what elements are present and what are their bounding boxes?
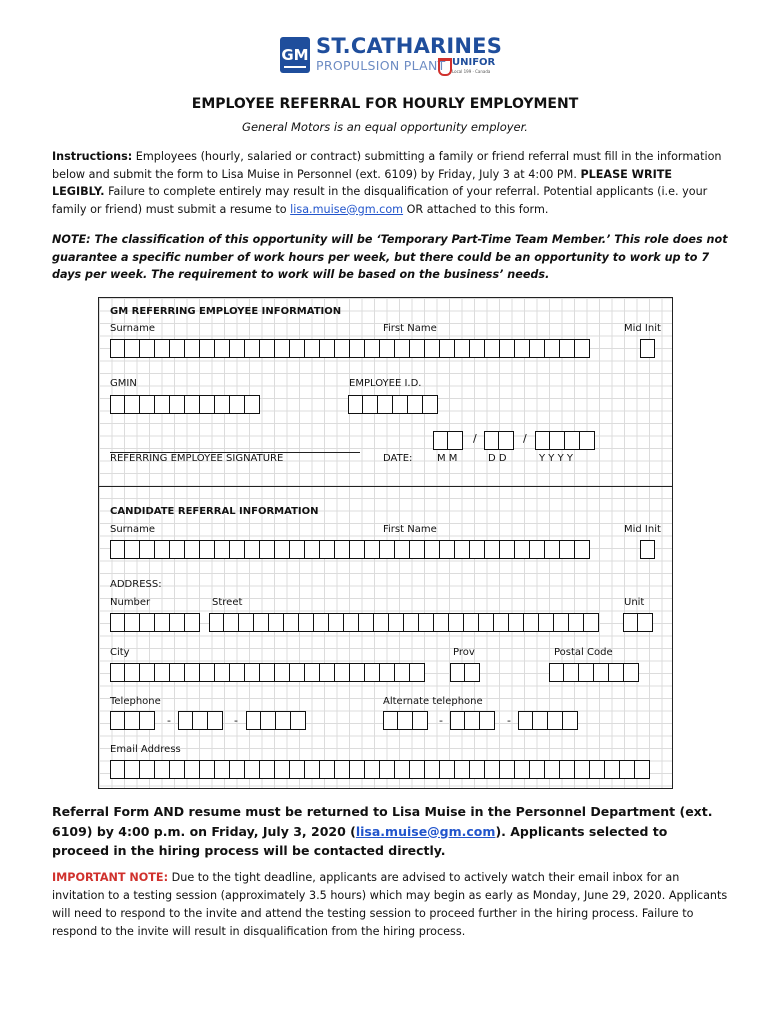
footer-email-link[interactable]: lisa.muise@gm.com	[355, 823, 496, 839]
char-box[interactable]	[533, 711, 548, 730]
char-box[interactable]	[494, 613, 509, 632]
unit-label: Unit	[624, 597, 645, 608]
char-box[interactable]	[450, 711, 465, 730]
char-box[interactable]	[359, 613, 374, 632]
char-box[interactable]	[260, 540, 275, 559]
char-box[interactable]	[433, 431, 448, 450]
char-box[interactable]	[155, 540, 170, 559]
employee-id-boxes[interactable]	[348, 395, 438, 414]
char-box[interactable]	[170, 613, 185, 632]
street-boxes[interactable]	[209, 613, 599, 632]
char-box[interactable]	[410, 663, 425, 682]
char-box[interactable]	[185, 613, 200, 632]
char-box[interactable]	[569, 613, 584, 632]
postal-code-label: Postal Code	[554, 647, 613, 658]
char-box[interactable]	[623, 613, 638, 632]
char-box[interactable]	[380, 339, 395, 358]
postal-code-boxes[interactable]	[549, 663, 639, 682]
char-box[interactable]	[378, 395, 393, 414]
char-box[interactable]	[594, 663, 609, 682]
candidate-section-heading: CANDIDATE REFERRAL INFORMATION	[110, 506, 319, 517]
telephone-label: Telephone	[110, 696, 161, 707]
char-box[interactable]	[395, 760, 410, 779]
char-box[interactable]	[185, 760, 200, 779]
char-box[interactable]	[575, 540, 590, 559]
char-box[interactable]	[344, 613, 359, 632]
char-box[interactable]	[440, 540, 455, 559]
char-box[interactable]	[348, 395, 363, 414]
email-address-label: Email Address	[110, 744, 181, 755]
char-box[interactable]	[170, 663, 185, 682]
prov-boxes[interactable]	[450, 663, 480, 682]
char-box[interactable]	[350, 760, 365, 779]
char-box[interactable]	[215, 540, 230, 559]
date-month-boxes[interactable]	[433, 431, 463, 450]
char-box[interactable]	[335, 339, 350, 358]
char-box[interactable]	[535, 431, 550, 450]
alt-telephone-label: Alternate telephone	[383, 696, 483, 707]
gm-logo: GM	[280, 37, 310, 73]
char-box[interactable]	[413, 711, 428, 730]
char-box[interactable]	[170, 395, 185, 414]
char-box[interactable]	[554, 613, 569, 632]
char-box[interactable]	[545, 339, 560, 358]
char-box[interactable]	[485, 760, 500, 779]
char-box[interactable]	[245, 760, 260, 779]
char-box[interactable]	[383, 711, 398, 730]
char-box[interactable]	[395, 663, 410, 682]
char-box[interactable]	[455, 540, 470, 559]
char-box[interactable]	[609, 663, 624, 682]
char-box[interactable]	[425, 339, 440, 358]
char-box[interactable]	[230, 339, 245, 358]
important-note	[52, 869, 728, 941]
char-box[interactable]	[320, 540, 335, 559]
char-box[interactable]	[638, 613, 653, 632]
important-text: Due to the tight deadline, applicants are advised to actively watch their email inbox for an invitation to a testing session (approximately 3.5 hours) which may begin as early as Monday, June 29, 2020. Applicants will need to respond to the invite and attend the testing session to proceed further in the hiring process. Failure to respond to the invite will result in disqualification from the hiring process.	[52, 871, 728, 938]
char-box[interactable]	[480, 711, 495, 730]
char-box[interactable]	[239, 613, 254, 632]
date-slash-1: /	[473, 432, 477, 445]
char-box[interactable]	[640, 339, 655, 358]
char-box[interactable]	[470, 339, 485, 358]
char-box[interactable]	[500, 540, 515, 559]
employee-id-label: EMPLOYEE I.D.	[349, 378, 422, 389]
char-box[interactable]	[464, 613, 479, 632]
char-box[interactable]	[425, 760, 440, 779]
gmin-boxes[interactable]	[110, 395, 260, 414]
char-box[interactable]	[584, 613, 599, 632]
char-box[interactable]	[423, 395, 438, 414]
char-box[interactable]	[260, 339, 275, 358]
char-box[interactable]	[254, 613, 269, 632]
date-yyyy-hint: Y Y Y Y	[539, 453, 573, 464]
char-box[interactable]	[245, 663, 260, 682]
write-legibly: PLEASE WRITE LEGIBLY.	[52, 167, 673, 198]
char-box[interactable]	[635, 760, 650, 779]
candidate-mid-init-label: Mid Init	[624, 524, 661, 535]
char-box[interactable]	[125, 711, 140, 730]
char-box[interactable]	[314, 613, 329, 632]
char-box[interactable]	[470, 760, 485, 779]
char-box[interactable]	[365, 760, 380, 779]
char-box[interactable]	[140, 395, 155, 414]
char-box[interactable]	[125, 395, 140, 414]
char-box[interactable]	[290, 339, 305, 358]
char-box[interactable]	[305, 339, 320, 358]
char-box[interactable]	[515, 540, 530, 559]
char-box[interactable]	[200, 395, 215, 414]
char-box[interactable]	[140, 711, 155, 730]
char-box[interactable]	[448, 431, 463, 450]
char-box[interactable]	[125, 339, 140, 358]
telephone-line-boxes[interactable]	[246, 711, 306, 730]
char-box[interactable]	[395, 339, 410, 358]
char-box[interactable]	[389, 613, 404, 632]
char-box[interactable]	[484, 431, 499, 450]
char-box[interactable]	[410, 339, 425, 358]
char-box[interactable]	[224, 613, 239, 632]
char-box[interactable]	[215, 395, 230, 414]
char-box[interactable]	[518, 711, 533, 730]
char-box[interactable]	[539, 613, 554, 632]
char-box[interactable]	[408, 395, 423, 414]
char-box[interactable]	[575, 760, 590, 779]
char-box[interactable]	[329, 613, 344, 632]
char-box[interactable]	[193, 711, 208, 730]
char-box[interactable]	[125, 760, 140, 779]
telephone-dash-1: -	[167, 714, 171, 727]
char-box[interactable]	[200, 339, 215, 358]
char-box[interactable]	[299, 613, 314, 632]
char-box[interactable]	[320, 760, 335, 779]
email-link[interactable]: lisa.muise@gm.com	[290, 202, 404, 216]
char-box[interactable]	[380, 760, 395, 779]
char-box[interactable]	[560, 760, 575, 779]
employee-name-boxes[interactable]	[110, 339, 590, 358]
char-box[interactable]	[499, 431, 514, 450]
date-day-boxes[interactable]	[484, 431, 514, 450]
char-box[interactable]	[563, 711, 578, 730]
char-box[interactable]	[208, 711, 223, 730]
telephone-dash-2: -	[234, 714, 238, 727]
char-box[interactable]	[605, 760, 620, 779]
char-box[interactable]	[245, 339, 260, 358]
gmin-label: GMIN	[110, 378, 137, 389]
char-box[interactable]	[125, 540, 140, 559]
address-label: ADDRESS:	[110, 579, 162, 590]
char-box[interactable]	[155, 613, 170, 632]
char-box[interactable]	[140, 339, 155, 358]
street-label: Street	[212, 597, 243, 608]
char-box[interactable]	[320, 339, 335, 358]
char-box[interactable]	[560, 339, 575, 358]
instructions-text-1: Employees (hourly, salaried or contract) submitting a family or friend referral must fill in the information below and submit the form to Lisa Muise in Personnel (ext. 6109) by Friday, July 3 at 4:00 PM.	[52, 150, 722, 181]
char-box[interactable]	[245, 395, 260, 414]
char-box[interactable]	[110, 760, 125, 779]
char-box[interactable]	[170, 540, 185, 559]
char-box[interactable]	[260, 663, 275, 682]
char-box[interactable]	[624, 663, 639, 682]
char-box[interactable]	[395, 540, 410, 559]
char-box[interactable]	[275, 760, 290, 779]
char-box[interactable]	[530, 760, 545, 779]
plant-subtitle: PROPULSION PLANT	[316, 58, 446, 73]
char-box[interactable]	[374, 613, 389, 632]
char-box[interactable]	[515, 760, 530, 779]
char-box[interactable]	[200, 663, 215, 682]
char-box[interactable]	[260, 760, 275, 779]
char-box[interactable]	[434, 613, 449, 632]
char-box[interactable]	[509, 613, 524, 632]
address-number-boxes[interactable]	[110, 613, 200, 632]
char-box[interactable]	[479, 613, 494, 632]
char-box[interactable]	[230, 663, 245, 682]
char-box[interactable]	[560, 540, 575, 559]
char-box[interactable]	[110, 395, 125, 414]
unit-boxes[interactable]	[623, 613, 653, 632]
char-box[interactable]	[290, 663, 305, 682]
char-box[interactable]	[155, 663, 170, 682]
char-box[interactable]	[276, 711, 291, 730]
char-box[interactable]	[548, 711, 563, 730]
char-box[interactable]	[185, 663, 200, 682]
employee-surname-label: Surname	[110, 323, 155, 334]
char-box[interactable]	[470, 540, 485, 559]
employee-mid-init-label: Mid Init	[624, 323, 661, 334]
candidate-first-name-label: First Name	[383, 524, 437, 535]
char-box[interactable]	[110, 339, 125, 358]
city-boxes[interactable]	[110, 663, 425, 682]
char-box[interactable]	[363, 395, 378, 414]
char-box[interactable]	[335, 663, 350, 682]
alt-telephone-dash-1: -	[439, 714, 443, 727]
char-box[interactable]	[110, 613, 125, 632]
char-box[interactable]	[350, 339, 365, 358]
char-box[interactable]	[365, 540, 380, 559]
char-box[interactable]	[269, 613, 284, 632]
char-box[interactable]	[579, 663, 594, 682]
form-subtitle: General Motors is an equal opportunity employer.	[242, 120, 528, 134]
char-box[interactable]	[365, 339, 380, 358]
char-box[interactable]	[305, 540, 320, 559]
char-box[interactable]	[440, 760, 455, 779]
date-label: DATE:	[383, 453, 413, 464]
instructions-text-3: OR attached to this form.	[403, 202, 549, 216]
char-box[interactable]	[275, 540, 290, 559]
char-box[interactable]	[185, 540, 200, 559]
city-label: City	[110, 647, 130, 658]
employee-section-heading: GM REFERRING EMPLOYEE INFORMATION	[110, 306, 342, 317]
unifor-local: Local 199 · Canada	[452, 69, 491, 74]
char-box[interactable]	[564, 663, 579, 682]
char-box[interactable]	[575, 339, 590, 358]
char-box[interactable]	[215, 760, 230, 779]
date-slash-2: /	[523, 432, 527, 445]
char-box[interactable]	[393, 395, 408, 414]
char-box[interactable]	[170, 339, 185, 358]
char-box[interactable]	[185, 339, 200, 358]
char-box[interactable]	[275, 663, 290, 682]
unifor-logo: UNIFOR	[452, 57, 496, 68]
char-box[interactable]	[580, 431, 595, 450]
char-box[interactable]	[230, 395, 245, 414]
form-title: EMPLOYEE REFERRAL FOR HOURLY EMPLOYMENT	[191, 96, 579, 112]
char-box[interactable]	[530, 339, 545, 358]
important-label: IMPORTANT NOTE:	[52, 871, 169, 884]
date-year-boxes[interactable]	[535, 431, 595, 450]
char-box[interactable]	[549, 663, 564, 682]
char-box[interactable]	[485, 540, 500, 559]
telephone-area-boxes[interactable]	[110, 711, 155, 730]
char-box[interactable]	[245, 540, 260, 559]
unifor-shield-icon	[438, 58, 452, 76]
char-box[interactable]	[140, 760, 155, 779]
char-box[interactable]	[404, 613, 419, 632]
char-box[interactable]	[590, 760, 605, 779]
char-box[interactable]	[365, 663, 380, 682]
return-text-2: ). Applicants selected to proceed in the hiring process will be contacted directly.	[52, 823, 668, 858]
char-box[interactable]	[419, 613, 434, 632]
char-box[interactable]	[640, 540, 655, 559]
char-box[interactable]	[620, 760, 635, 779]
char-box[interactable]	[398, 711, 413, 730]
plant-name: ST.CATHARINES	[316, 34, 503, 58]
char-box[interactable]	[350, 663, 365, 682]
char-box[interactable]	[209, 613, 224, 632]
char-box[interactable]	[515, 339, 530, 358]
char-box[interactable]	[110, 711, 125, 730]
char-box[interactable]	[291, 711, 306, 730]
char-box[interactable]	[410, 760, 425, 779]
char-box[interactable]	[440, 339, 455, 358]
char-box[interactable]	[524, 613, 539, 632]
char-box[interactable]	[140, 663, 155, 682]
instructions-text-2: Failure to complete entirely may result in the disqualification of your referral. Potential applicants (i.e. your family or friend) must submit a resume to	[52, 185, 708, 216]
char-box[interactable]	[455, 339, 470, 358]
char-box[interactable]	[305, 760, 320, 779]
char-box[interactable]	[215, 339, 230, 358]
char-box[interactable]	[449, 613, 464, 632]
char-box[interactable]	[170, 760, 185, 779]
classification-note: NOTE: The classification of this opportunity will be ‘Temporary Part-Time Team Member.’ This role does not guarantee a specific number of work hours per week, but there could be an opportunity to work up to 7 days per week. The requirement to work will be based on the business’ needs.	[52, 233, 728, 281]
char-box[interactable]	[380, 540, 395, 559]
char-box[interactable]	[450, 663, 465, 682]
section-divider	[98, 486, 673, 487]
prov-label: Prov	[453, 647, 475, 658]
char-box[interactable]	[125, 663, 140, 682]
char-box[interactable]	[485, 339, 500, 358]
candidate-mid-init-box[interactable]	[640, 540, 655, 559]
return-instructions	[52, 802, 728, 861]
char-box[interactable]	[550, 431, 565, 450]
char-box[interactable]	[261, 711, 276, 730]
char-box[interactable]	[140, 613, 155, 632]
number-label: Number	[110, 597, 151, 608]
char-box[interactable]	[500, 760, 515, 779]
char-box[interactable]	[155, 760, 170, 779]
char-box[interactable]	[178, 711, 193, 730]
char-box[interactable]	[545, 540, 560, 559]
char-box[interactable]	[110, 663, 125, 682]
email-address-boxes[interactable]	[110, 760, 650, 779]
char-box[interactable]	[185, 395, 200, 414]
char-box[interactable]	[380, 663, 395, 682]
char-box[interactable]	[284, 613, 299, 632]
char-box[interactable]	[465, 663, 480, 682]
char-box[interactable]	[275, 339, 290, 358]
date-mm-hint: M M	[437, 453, 458, 464]
char-box[interactable]	[110, 540, 125, 559]
char-box[interactable]	[465, 711, 480, 730]
char-box[interactable]	[545, 760, 560, 779]
telephone-exchange-boxes[interactable]	[178, 711, 223, 730]
char-box[interactable]	[530, 540, 545, 559]
char-box[interactable]	[290, 540, 305, 559]
return-text-1: Referral Form AND resume must be returned to Lisa Muise in the Personnel Department (ext. 6109) by 4:00 p.m. on Friday, July 3, 2020 (	[52, 804, 713, 839]
char-box[interactable]	[125, 613, 140, 632]
char-box[interactable]	[246, 711, 261, 730]
char-box[interactable]	[140, 540, 155, 559]
employee-mid-init-box[interactable]	[640, 339, 655, 358]
char-box[interactable]	[200, 760, 215, 779]
char-box[interactable]	[155, 395, 170, 414]
char-box[interactable]	[500, 339, 515, 358]
char-box[interactable]	[290, 760, 305, 779]
char-box[interactable]	[230, 540, 245, 559]
char-box[interactable]	[200, 540, 215, 559]
candidate-name-boxes[interactable]	[110, 540, 590, 559]
employee-first-name-label: First Name	[383, 323, 437, 334]
char-box[interactable]	[335, 760, 350, 779]
char-box[interactable]	[425, 540, 440, 559]
char-box[interactable]	[305, 663, 320, 682]
char-box[interactable]	[155, 339, 170, 358]
signature-label: REFERRING EMPLOYEE SIGNATURE	[110, 453, 284, 464]
char-box[interactable]	[350, 540, 365, 559]
char-box[interactable]	[215, 663, 230, 682]
alt-telephone-dash-2: -	[507, 714, 511, 727]
char-box[interactable]	[230, 760, 245, 779]
candidate-surname-label: Surname	[110, 524, 155, 535]
instructions	[52, 148, 728, 218]
alt-telephone-line-boxes[interactable]	[518, 711, 578, 730]
char-box[interactable]	[565, 431, 580, 450]
alt-telephone-area-boxes[interactable]	[383, 711, 428, 730]
char-box[interactable]	[320, 663, 335, 682]
alt-telephone-exchange-boxes[interactable]	[450, 711, 495, 730]
instructions-label: Instructions:	[52, 150, 133, 163]
char-box[interactable]	[410, 540, 425, 559]
char-box[interactable]	[335, 540, 350, 559]
date-dd-hint: D D	[488, 453, 507, 464]
char-box[interactable]	[455, 760, 470, 779]
